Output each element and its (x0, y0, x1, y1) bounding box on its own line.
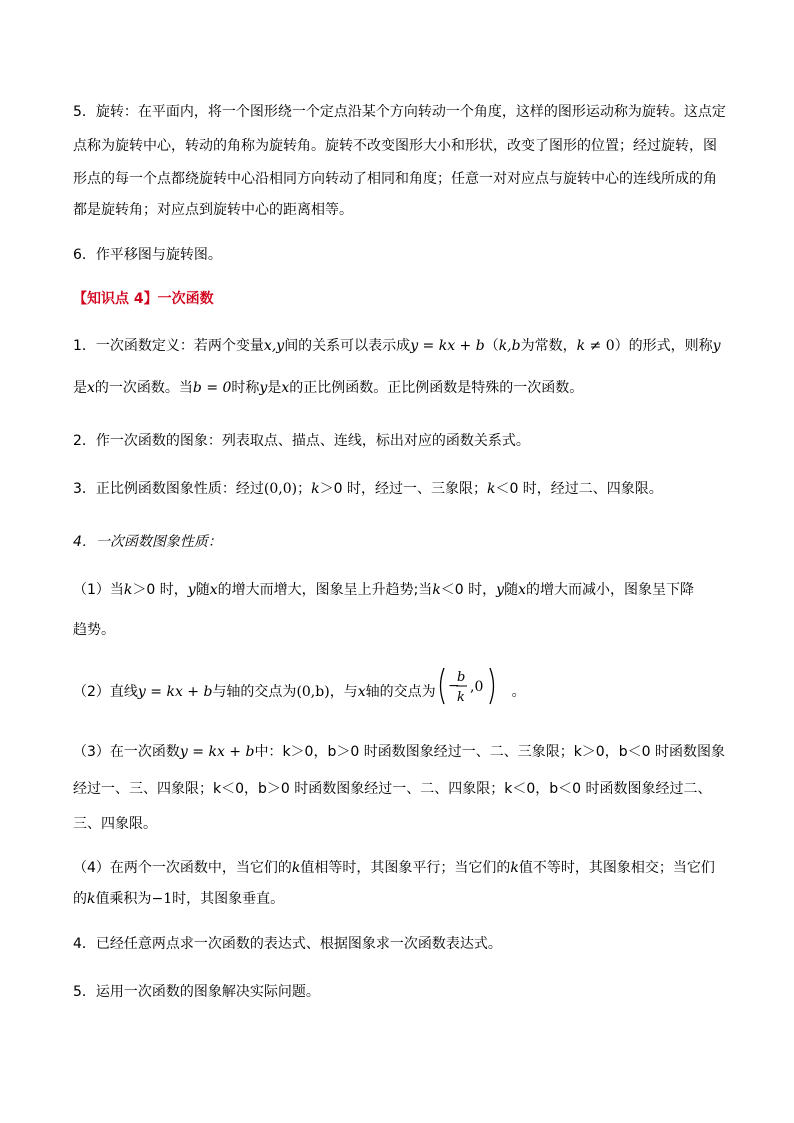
math-var: y (496, 582, 505, 598)
math-var: y (259, 380, 268, 396)
formula: y = kx + b (179, 744, 255, 760)
text: 3．正比例函数图象性质：经过 (73, 481, 264, 497)
item-4: 4．一次函数图象性质： (73, 534, 222, 550)
text: ＜0 时， (440, 582, 497, 598)
text: 值相等时，其图象平行；当它们的 (300, 860, 511, 876)
math-var: x (281, 380, 290, 396)
fraction-numerator: b (456, 670, 465, 685)
sub-2 (73, 670, 526, 707)
text: 时，其图象垂直。 (172, 891, 285, 907)
item-2: 2．作一次函数的图象：列表取点、描点、连线，标出对应的函数关系式。 (73, 433, 530, 449)
section-heading: 【知识点 4】一次函数 (73, 291, 214, 307)
text: ＞0 时，经过一、三象限； (319, 481, 487, 497)
x-intercept-expression (436, 665, 498, 707)
text: ＜0 时，经过二、四象限。 (495, 481, 663, 497)
text: 间的关系可以表示成 (284, 338, 411, 354)
text: 的增大而减小，图象呈下降 (525, 582, 694, 598)
text: 为常数， (520, 338, 577, 354)
definition-line2 (73, 378, 583, 398)
math-var: k (432, 582, 441, 598)
sub-4-line2 (73, 889, 284, 909)
text: ）的形式，则称 (614, 338, 713, 354)
text: （3）在一次函数 (73, 744, 180, 760)
item-4b: 4．已经任意两点求一次函数的表达式、根据图象求一次函数表达式。 (73, 936, 502, 952)
para5-line3: 形点的每一个点都绕旋转中心沿相同方向转动了相同和角度；任意一对对应点与旋转中心的连线所成的角 (73, 171, 717, 187)
math-var: x (357, 684, 366, 700)
math-var: k (486, 481, 496, 497)
text: （1）当 (73, 582, 124, 598)
text: 轴的交点为 (365, 684, 436, 700)
text: 。 (511, 684, 526, 700)
math-var: x,y (263, 338, 285, 354)
math-expr: −1 (151, 891, 173, 907)
item-3 (73, 479, 663, 499)
text: （ (484, 338, 499, 354)
math-var: k (87, 891, 96, 907)
text: （4）在两个一次函数中，当它们的 (73, 860, 292, 876)
text: 随 (504, 582, 519, 598)
text: 的增大而增大，图象呈上升趋势;当 (217, 582, 433, 598)
minus-sign: − (447, 678, 460, 694)
text: 与轴的交点为 (212, 684, 297, 700)
definition-line1 (73, 336, 721, 356)
text: 中： (254, 744, 283, 760)
math-var: k (510, 860, 519, 876)
text: 的 (73, 891, 87, 907)
math-var: y (187, 582, 196, 598)
item-5: 5．运用一次函数的图象解决实际问题。 (73, 984, 320, 1000)
sub-1-line1 (73, 580, 694, 600)
sub-1-line2: 趋势。 (73, 622, 115, 638)
math-point: (0,0) (263, 481, 298, 497)
math-var: y (712, 338, 721, 354)
text: 的正比例函数。正比例函数是特殊的一次函数。 (289, 380, 584, 396)
text: 值不等时，其图象相交；当它们 (518, 860, 715, 876)
text: 是 (73, 380, 87, 396)
para5-line1: 5．旋转：在平面内，将一个图形绕一个定点沿某个方向转动一个角度，这样的图形运动称为旋转。这点定 (73, 104, 726, 120)
text: 的一次函数。当 (94, 380, 193, 396)
text: k＞0，b＞0 时函数图象经过一、二、三象限；k＞0，b＜0 时函数图象 (282, 744, 725, 760)
para6: 6．作平移图与旋转图。 (73, 247, 222, 263)
text: 值乘积为 (95, 891, 152, 907)
sub-3-line2: 经过一、三、四象限；k＜0，b＞0 时函数图象经过一、二、四象限；k＜0，b＜0 时函数图象经过二、 (73, 781, 712, 797)
fraction-denominator: k (456, 690, 465, 705)
text: ，与 (329, 684, 358, 700)
math-expr: ≠ 0 (585, 338, 615, 354)
zero-coordinate: ,0 (469, 679, 483, 695)
math-var: x (209, 582, 218, 598)
formula: y = kx + b (137, 684, 213, 700)
sub-3-line1 (73, 742, 725, 762)
text: ； (297, 481, 312, 497)
text: （2）直线 (73, 684, 138, 700)
math-var: x (518, 582, 526, 598)
math-var: k (576, 338, 586, 354)
math-point: (0,b) (296, 684, 330, 700)
text: ＞0 时， (132, 582, 188, 598)
para5-line4: 都是旋转角；对应点到旋转中心的距离相等。 (73, 202, 353, 218)
math-var: k (311, 481, 320, 497)
math-var: k (291, 860, 301, 876)
text: 1．一次函数定义：若两个变量 (73, 338, 264, 354)
text: 是 (267, 380, 282, 396)
math-var: x (87, 380, 95, 396)
math-var: k (123, 582, 133, 598)
math-var: k,b (498, 338, 521, 354)
text: 时称 (231, 380, 260, 396)
sub-4-line1 (73, 858, 715, 878)
math-expr: b = 0 (192, 380, 232, 396)
sub-3-line3: 三、四象限。 (73, 816, 157, 832)
text: 随 (195, 582, 210, 598)
para5-line2: 点称为旋转中心，转动的角称为旋转角。旋转不改变图形大小和形状，改变了图形的位置；经过旋转，图 (73, 138, 717, 154)
formula: y = kx + b (410, 338, 485, 354)
